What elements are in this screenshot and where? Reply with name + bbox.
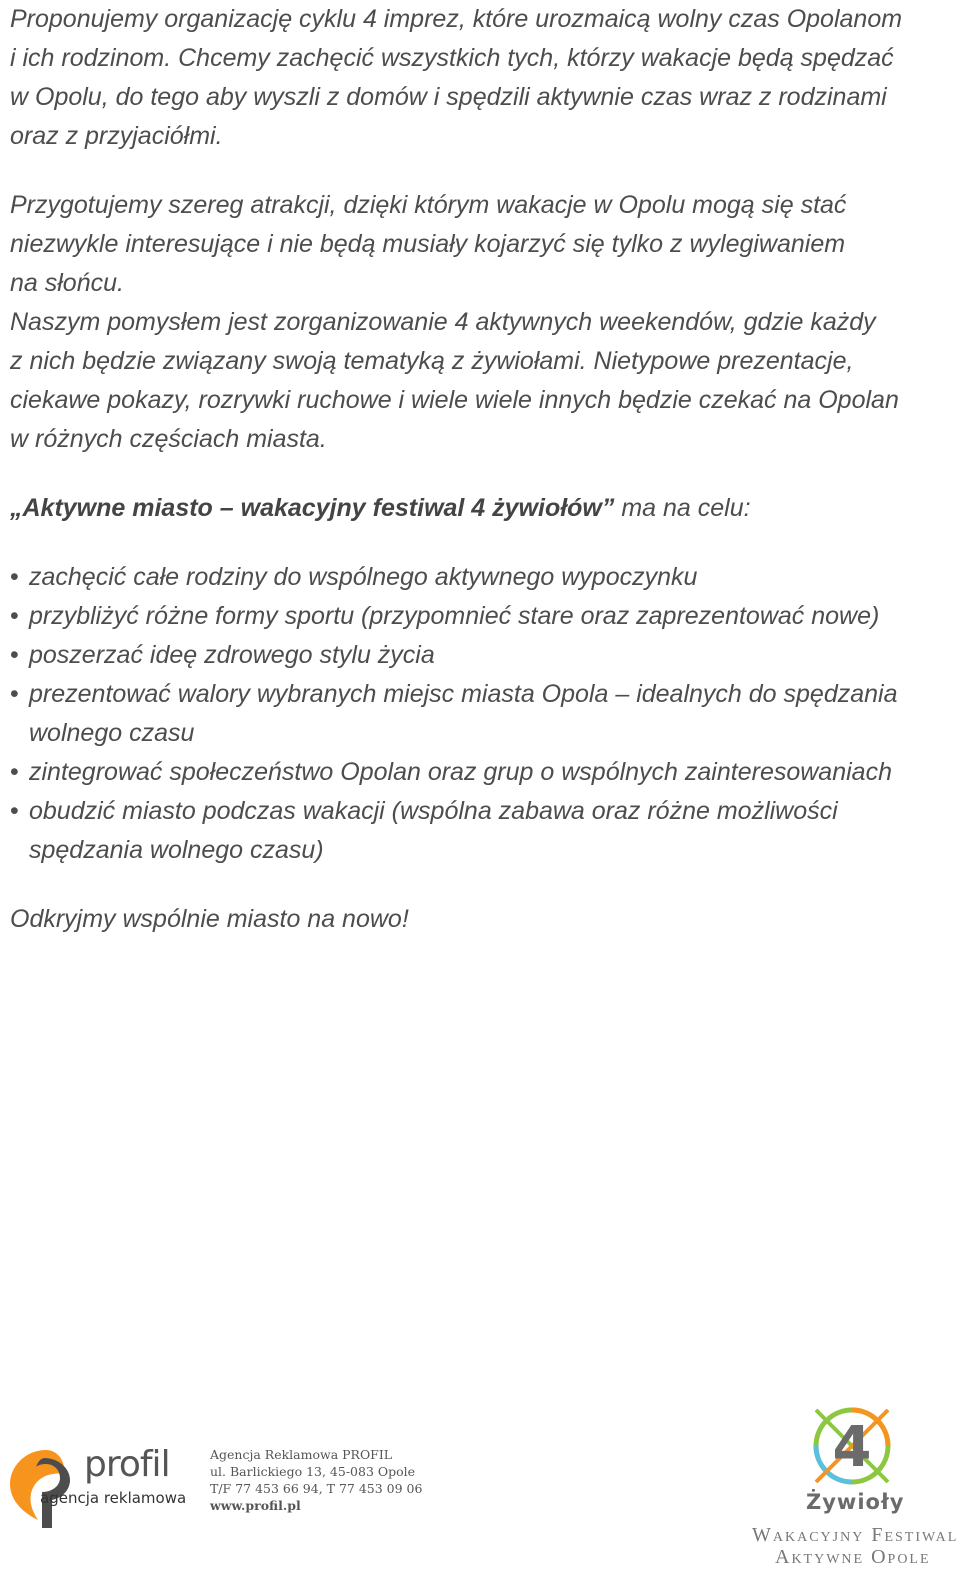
list-item: • przybliżyć różne formy sportu (przypomnieć stare oraz zaprezentować nowe): [10, 597, 945, 636]
goals-lead: „Aktywne miasto – wakacyjny festiwal 4 żywiołów” ma na celu:: [10, 494, 751, 522]
bullet-icon: •: [10, 641, 19, 669]
paragraph-attractions: Przygotujemy szereg atrakcji, dzięki którym wakacje w Opolu mogą się stać niezwykle interesujące i nie będą musiały kojarzyć się tylko z wylegiwaniem na słońcu.: [10, 191, 847, 297]
website-link[interactable]: www.profil.pl: [210, 1498, 301, 1513]
festival-logo-icon: [808, 1402, 896, 1490]
festival-title: „Aktywne miasto – wakacyjny festiwal 4 żywiołów”: [10, 494, 615, 522]
bullet-icon: •: [10, 563, 19, 591]
paragraph-idea: Naszym pomysłem jest zorganizowanie 4 aktywnych weekendów, gdzie każdy z nich będzie związany swoją tematyką z żywiołami. Nietypowe prezentacje, ciekawe pokazy, rozrywki ruchowe i wiele wiele innych będzie czekać na Opolan w różnych częściach miasta.: [10, 308, 899, 453]
paragraph-intro: Proponujemy organizację cyklu 4 imprez, które urozmaicą wolny czas Opolanom i ich rodzinom. Chcemy zachęcić wszystkich tych, którzy wakacje będą spędzać w Opolu, do tego aby wyszli z domów i spędzili aktywnie czas wraz z rodzinami oraz z przyjaciółmi.: [10, 5, 903, 150]
bullet-icon: •: [10, 602, 19, 630]
main-text: [10, 0, 945, 939]
closing-line: Odkryjmy wspólnie miasto na nowo!: [10, 905, 409, 933]
list-item: • obudzić miasto podczas wakacji (wspólna zabawa oraz różne możliwości spędzania wolnego czasu): [10, 792, 945, 870]
bullet-icon: •: [10, 680, 19, 708]
festival-number: 4: [832, 1415, 872, 1480]
festival-tagline-1: Wakacyjny Festiwal: [752, 1524, 959, 1546]
bullet-icon: •: [10, 797, 19, 825]
list-item: • poszerzać ideę zdrowego stylu życia: [10, 636, 945, 675]
list-item: • zachęcić całe rodziny do wspólnego aktywnego wypoczynku: [10, 558, 945, 597]
goals-list: [10, 558, 945, 870]
festival-tagline-2: Aktywne Opole: [775, 1546, 931, 1568]
list-item: • zintegrować społeczeństwo Opolan oraz grup o wspólnych zainteresowaniach: [10, 753, 945, 792]
profil-wordmark: profil: [84, 1444, 170, 1485]
festival-name: Żywioły: [806, 1490, 905, 1514]
contact-info: Agencja Reklamowa PROFIL ul. Barlickiego 13, 45-083 Opole T/F 77 453 66 94, T 77 453 09 06 www.profil.pl: [210, 1447, 423, 1513]
list-item: • prezentować walory wybranych miejsc miasta Opola – idealnych do spędzania wolnego czasu: [10, 675, 945, 753]
bullet-icon: •: [10, 758, 19, 786]
profil-subtitle: agencja reklamowa: [40, 1489, 187, 1507]
